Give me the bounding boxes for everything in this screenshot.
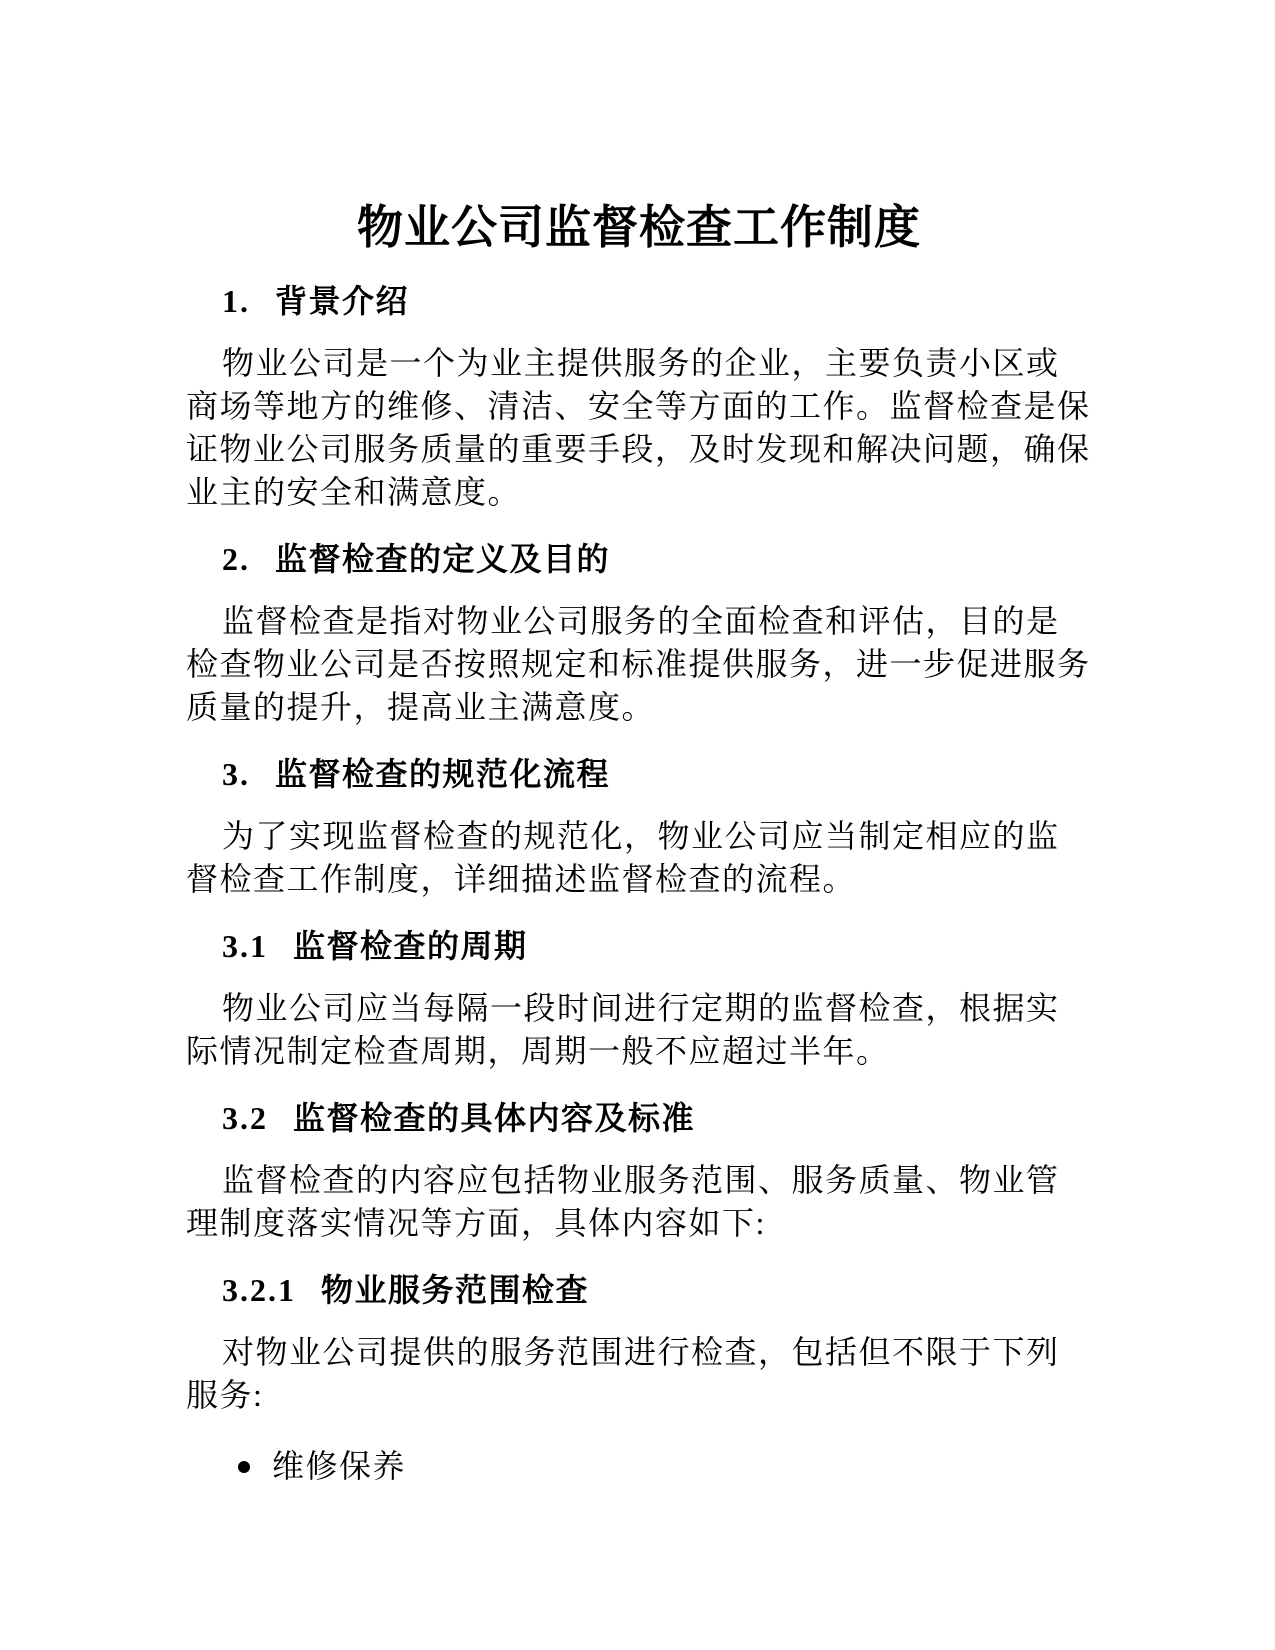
- text-line: 监督检查是指对物业公司服务的全面检查和评估，目的是: [222, 603, 1060, 639]
- text-line: 为了实现监督检查的规范化，物业公司应当制定相应的监: [222, 818, 1060, 854]
- text-line: 检查物业公司是否按照规定和标准提供服务，进一步促进服务: [186, 646, 1091, 682]
- section-3-2-1-number: 3.2.1: [222, 1272, 296, 1308]
- text-line: 物业公司是一个为业主提供服务的企业，主要负责小区或: [222, 345, 1060, 381]
- list-item: [186, 1445, 1092, 1488]
- text-line: 质量的提升，提高业主满意度。: [186, 689, 656, 725]
- text-line: 业主的安全和满意度。: [186, 474, 522, 510]
- section-standard-process: [186, 757, 1092, 901]
- service-bullet-list: [186, 1445, 1092, 1488]
- section-1-paragraph: [186, 342, 1092, 514]
- section-3-2-1-paragraph: [186, 1331, 1092, 1417]
- document-title: 物业公司监督检查工作制度: [357, 202, 921, 253]
- section-3-2-title: 监督检查的具体内容及标准: [293, 1100, 696, 1136]
- text-line: 对物业公司提供的服务范围进行检查，包括但不限于下列: [222, 1334, 1060, 1370]
- section-2-heading: [186, 542, 1092, 576]
- text-line: 商场等地方的维修、清洁、安全等方面的工作。监督检查是保: [186, 388, 1091, 424]
- section-inspection-cycle: [186, 929, 1092, 1073]
- section-3-1-number: 3.1: [222, 928, 268, 964]
- section-inspection-content: [186, 1101, 1092, 1245]
- section-3-1-paragraph: [186, 987, 1092, 1073]
- section-3-title: 监督检查的规范化流程: [275, 756, 611, 792]
- text-line: 监督检查的内容应包括物业服务范围、服务质量、物业管: [222, 1162, 1060, 1198]
- section-3-2-1-heading: [186, 1273, 1092, 1307]
- section-3-number: 3.: [222, 756, 250, 792]
- section-3-2-1-title: 物业服务范围检查: [321, 1272, 590, 1308]
- section-2-title: 监督检查的定义及目的: [275, 541, 611, 577]
- section-3-2-heading: [186, 1101, 1092, 1135]
- bullet-icon: [238, 1461, 250, 1473]
- text-line: 理制度落实情况等方面，具体内容如下:: [186, 1205, 766, 1241]
- section-3-heading: [186, 757, 1092, 791]
- section-1-title: 背景介绍: [275, 283, 410, 319]
- text-line: 物业公司应当每隔一段时间进行定期的监督检查，根据实: [222, 990, 1060, 1026]
- section-3-1-title: 监督检查的周期: [293, 928, 528, 964]
- section-2-number: 2.: [222, 541, 250, 577]
- text-line: 证物业公司服务质量的重要手段，及时发现和解决问题，确保: [186, 431, 1091, 467]
- section-background: [186, 284, 1092, 514]
- section-3-paragraph: [186, 815, 1092, 901]
- text-line: 服务:: [186, 1377, 264, 1413]
- text-line: 督检查工作制度，详细描述监督检查的流程。: [186, 861, 857, 897]
- section-1-number: 1.: [222, 283, 250, 319]
- section-3-2-number: 3.2: [222, 1100, 268, 1136]
- section-3-1-heading: [186, 929, 1092, 963]
- section-1-heading: [186, 284, 1092, 318]
- section-service-scope-check: [186, 1273, 1092, 1488]
- text-line: 际情况制定检查周期，周期一般不应超过半年。: [186, 1033, 890, 1069]
- bullet-item-label: 维修保养: [272, 1448, 407, 1484]
- section-definition-purpose: [186, 542, 1092, 729]
- section-3-2-paragraph: [186, 1159, 1092, 1245]
- section-2-paragraph: [186, 600, 1092, 729]
